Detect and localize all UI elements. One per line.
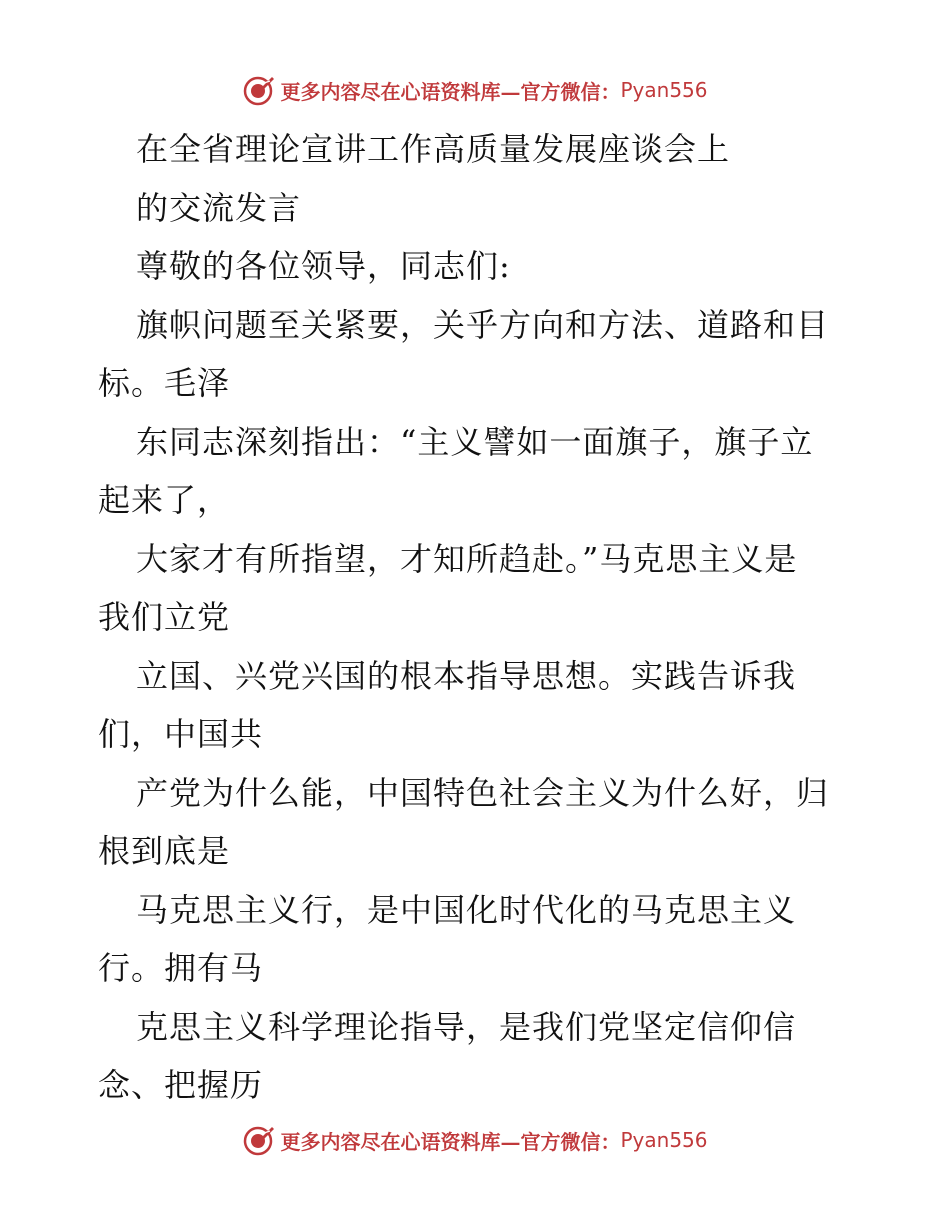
text-line: 大家才有所指望，才知所趋赴。”马克思主义是	[136, 539, 798, 578]
title-line-1: 在全省理论宣讲工作高质量发展座谈会上	[136, 130, 731, 168]
text-line: 东同志深刻指出：“主义譬如一面旗子，旗子立	[136, 422, 814, 461]
text-line: 马克思主义行，是中国化时代化的马克思主义	[136, 890, 797, 929]
text-line: 起来了，	[98, 481, 231, 519]
text-line: 标。毛泽	[98, 364, 231, 402]
text-line: 克思主义科学理论指导，是我们党坚定信仰信	[136, 1007, 797, 1046]
text-line: 旗帜问题至关紧要，关乎方向和方法、道路和目	[136, 305, 830, 344]
text-line: 产党为什么能，中国特色社会主义为什么好，归	[136, 773, 830, 812]
text-line: 我们立党	[98, 598, 231, 636]
header-banner	[0, 70, 950, 110]
text-line: 念、把握历	[98, 1066, 264, 1104]
text-line: 立国、兴党兴国的根本指导思想。实践告诉我	[136, 656, 797, 695]
banner-text: 更多内容尽在心语资料库—官方微信：	[280, 79, 621, 104]
salutation: 尊敬的各位领导，同志们:	[136, 247, 511, 285]
text-line: 们，中国共	[98, 715, 264, 753]
document-body	[98, 120, 850, 1115]
text-line: 根到底是	[98, 832, 231, 870]
footer-banner	[0, 1120, 950, 1160]
text-line: 行。拥有马	[98, 949, 264, 987]
banner-wechat-id: Pyan556	[620, 78, 708, 102]
banner-wechat-id: Pyan556	[620, 1128, 708, 1152]
banner-text: 更多内容尽在心语资料库—官方微信：	[280, 1129, 621, 1154]
quill-pen-icon	[242, 73, 276, 107]
title-line-2: 的交流发言	[136, 188, 302, 227]
quill-pen-icon	[242, 1123, 276, 1157]
